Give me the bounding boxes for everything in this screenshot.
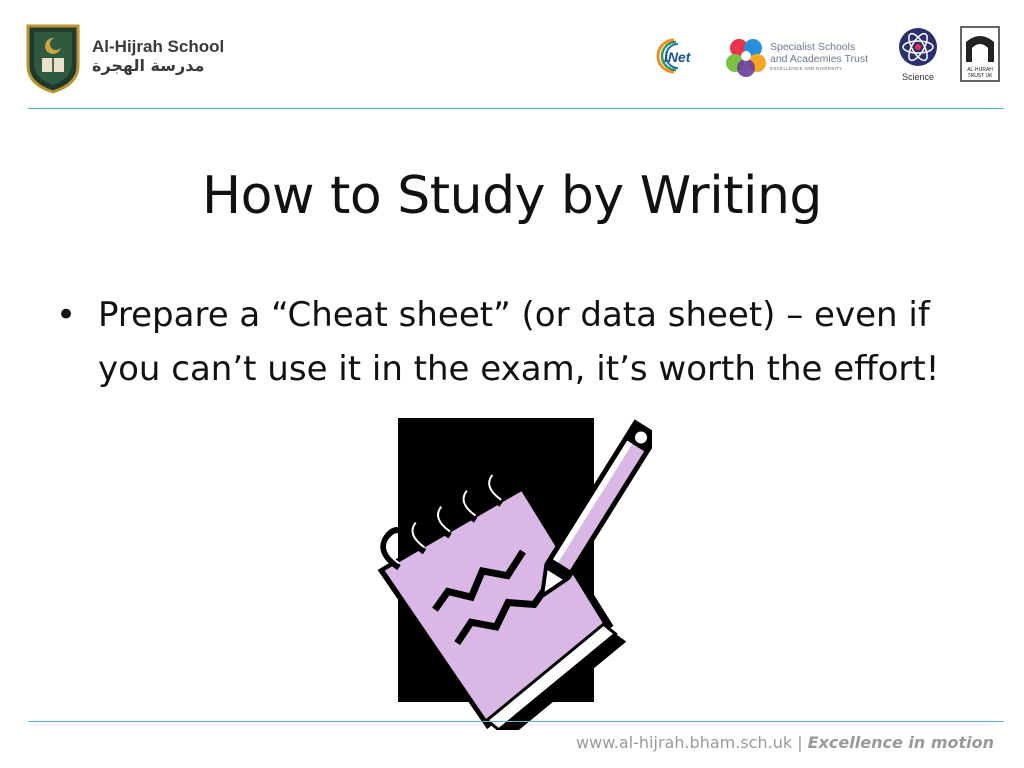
bullet-dot-icon: • [56, 295, 77, 335]
ssat-line2: and Academies Trust [770, 53, 869, 65]
ssat-subtext: EXCELLENCE AND DIVERSITY [770, 66, 843, 71]
ssat-line1: Specialist Schools [770, 41, 856, 53]
ssat-logo-icon [724, 36, 768, 78]
bullet-list [56, 288, 986, 396]
bullet-text: Prepare a “Cheat sheet” (or data sheet) – even if you can’t use it in the exam, it’s worth the effort! [98, 295, 940, 389]
footer-url: www.al-hijrah.bham.sch.uk [576, 733, 793, 752]
inet-text: iNet [664, 49, 691, 65]
notepad-pencil-clipart [352, 408, 652, 730]
ssat-name [770, 41, 868, 65]
school-name-english: Al-Hijrah School [92, 37, 225, 56]
trust-label-line1: AL-HIJRAH [967, 67, 993, 73]
school-name [92, 38, 224, 76]
header-divider [28, 108, 1004, 109]
bullet-item [56, 288, 986, 396]
science-atom-icon [896, 26, 940, 84]
footer-divider [28, 721, 1004, 722]
footer-separator: | [797, 733, 803, 752]
slide-footer [576, 733, 994, 752]
inet-logo [652, 36, 708, 76]
school-crest-logo [24, 22, 82, 94]
school-name-arabic: مدرسة الهجرة [92, 56, 205, 75]
science-label: Science [901, 72, 935, 82]
hijrah-trust-logo [960, 26, 1000, 82]
footer-tagline: Excellence in motion [807, 733, 994, 752]
slide-header [0, 0, 1024, 110]
trust-label-line2: TRUST UK [967, 73, 993, 79]
slide-title: How to Study by Writing [202, 166, 822, 226]
